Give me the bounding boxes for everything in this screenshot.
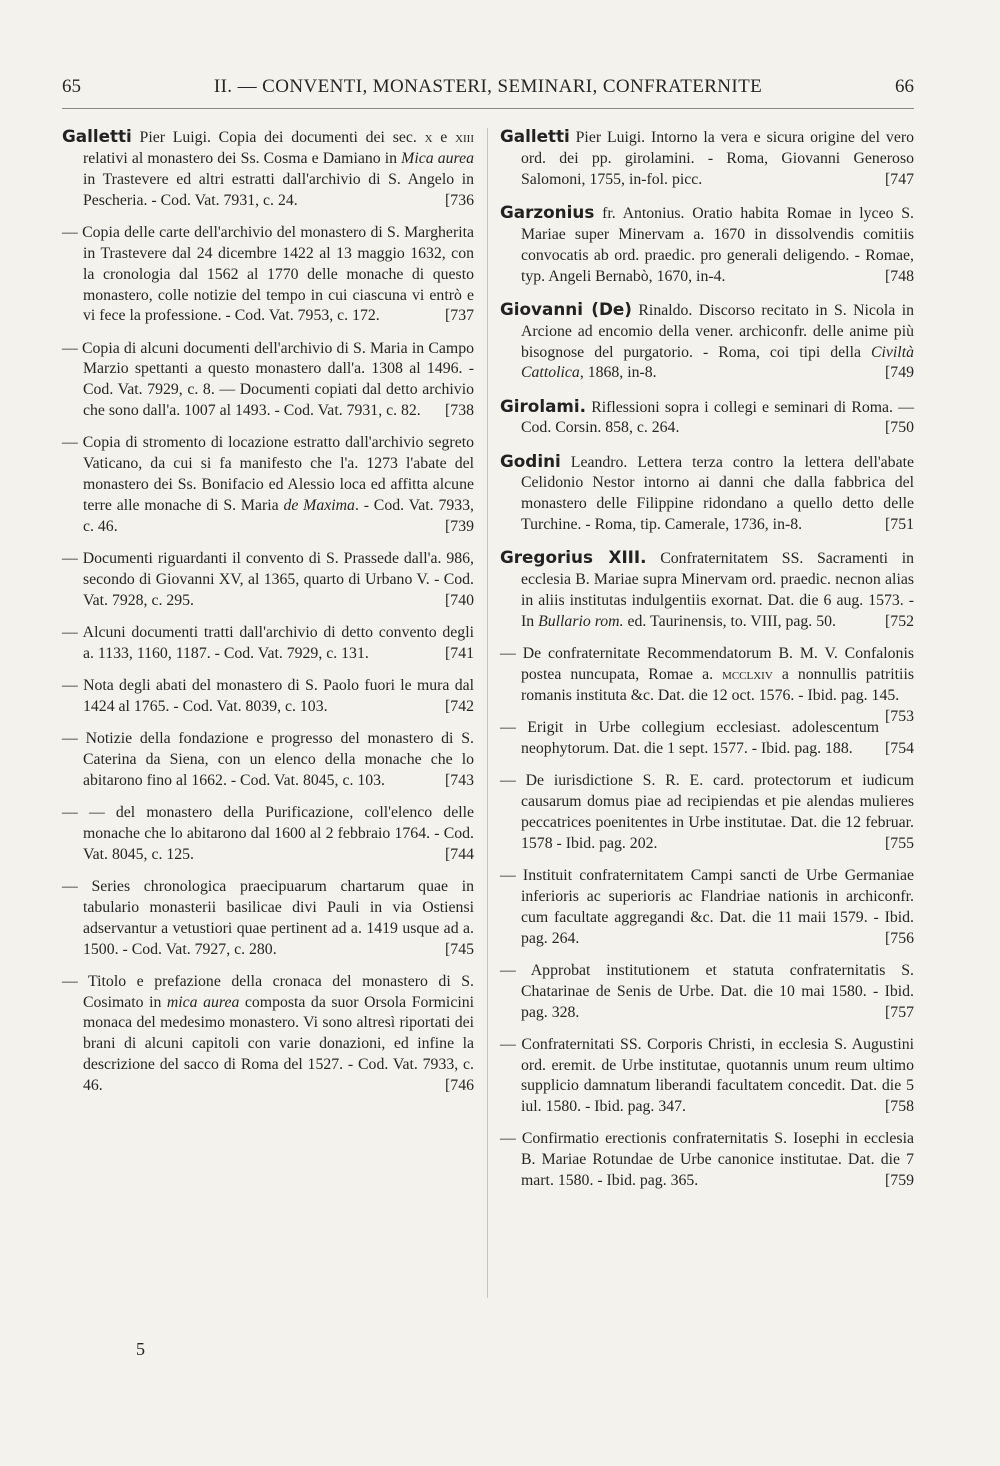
entry-text: — Notizie della fondazione e progresso del monastero di S. Caterina da Siena, con un elenco della monache che lo abitarono fino al 1662. - Cod. Vat. 8045, c. 103. xyxy=(62,729,474,789)
bibliography-entry xyxy=(500,547,914,633)
entry-text: fr. Antonius. Oratio habita Romae in lyceo S. Mariae super Minervam a. 1670 in dissolvendis comitiis convocatis ab ord. praedic. pro generali deligendo. - Romae, typ. Angeli Bernabò, 1670, in-4. xyxy=(521,204,914,285)
entry-headword: Giovanni (De) xyxy=(500,298,632,319)
bibliography-entry xyxy=(62,549,474,612)
entry-number: [751 xyxy=(885,516,914,534)
bibliography-entry xyxy=(500,202,914,288)
entry-number: [759 xyxy=(885,1172,914,1190)
entry-number: [744 xyxy=(445,845,474,863)
entry-italic-title: mica aurea xyxy=(166,993,240,1011)
entry-text: ed. Taurinensis, to. VIII, pag. 50. xyxy=(623,613,836,631)
entry-text: — Approbat institutionem et statuta confraternitatis S. Chatarinae de Senis de Urbe. Dat. die 10 mai 1580. - Ibid. pag. 328. xyxy=(500,961,914,1021)
entry-text: — Copia delle carte dell'archivio del monastero di S. Margherita in Trastevere dal 24 dicembre 1422 al 13 maggio 1632, con la cronologia dal 1562 al 1770 delle monache di questo monastero, colle notizie del tempo in cui ciascuna vi entrò e vi fece la professione. - Cod. Vat. 7953, c. 172. xyxy=(62,223,474,325)
entry-text: Riflessioni sopra i collegi e seminari di Roma. — Cod. Corsin. 858, c. 264. xyxy=(521,398,914,437)
entry-text: — Series chronologica praecipuarum chartarum quae in tabulario monasterii basilicae divi Pauli in via Ostiensi adservantur a vetustiori quae pertinent ad a. 1419 usque ad a. 1500. - Cod. Vat. 7927, c. 280. xyxy=(62,877,474,958)
entry-text: — Instituit confraternitatem Campi sancti de Urbe Germaniae inferioris ac superioris ac Flandriae nationis in archiconfr. cum facultate aggregandi &c. Dat. die 11 maii 1579. - Ibid. pag. 264. xyxy=(500,866,914,947)
entry-number: [749 xyxy=(885,364,914,382)
left-column xyxy=(62,126,474,1108)
entry-number: [740 xyxy=(445,591,474,609)
entry-number: [745 xyxy=(445,940,474,958)
bibliography-entry xyxy=(62,676,474,718)
entry-number: [752 xyxy=(885,613,914,631)
bibliography-entry xyxy=(62,803,474,866)
entry-headword: Galletti xyxy=(62,126,132,146)
entry-text: composta da suor Orsola Formicini monaca del medesimo monastero. Vi sono altresì riportati dei brani di alcuni capitoli con varie donazioni, ed infine la descrizione del sacco di Roma del 1527. - Cod. Vat. 7933, c. 46. xyxy=(83,993,475,1095)
entry-text: — Confirmatio erectionis confraternitatis S. Iosephi in ecclesia B. Mariae Rotundae de Urbe canonice institutae. Dat. die 7 mart. 1580. - Ibid. pag. 365. xyxy=(500,1130,914,1190)
entry-number: [758 xyxy=(885,1098,914,1116)
entry-number: [756 xyxy=(885,929,914,947)
entry-small-caps: mcclxiv xyxy=(722,666,773,684)
right-column xyxy=(500,126,914,1203)
entry-small-caps: x xyxy=(424,129,433,146)
bibliography-entry xyxy=(62,877,474,961)
entry-number: [750 xyxy=(885,419,914,437)
entry-italic-title: Civiltà Cattolica xyxy=(521,343,914,382)
bibliography-entry xyxy=(62,623,474,665)
running-header xyxy=(62,76,914,109)
entry-headword: Godini xyxy=(500,450,561,471)
entry-text: — De confraternitate Recommendatorum B. M. V. Confalonis postea nuncupata, Romae a. xyxy=(500,645,914,684)
entry-text: — — del monastero della Purificazione, coll'elenco delle monache che lo abitarono dal 1600 al 2 febbraio 1764. - Cod. Vat. 8045, c. 125. xyxy=(62,803,474,863)
bibliography-entry xyxy=(62,972,474,1097)
bibliography-entry xyxy=(500,299,914,385)
bibliography-entry xyxy=(500,771,914,855)
entry-text: Leandro. Lettera terza contro la lettera dell'abate Celidonio Nestor intorno ai danni che dalla fabbrica del monastero delle Filippine ridondano a quello detto delle Turchine. - Roma, tip. Camerale, 1736, in-8. xyxy=(521,453,914,534)
entry-number: [736 xyxy=(445,191,474,209)
bibliography-entry xyxy=(62,729,474,792)
page-number-right: 66 xyxy=(895,76,914,97)
column-divider xyxy=(487,128,488,1298)
bibliography-entry xyxy=(62,126,474,212)
bibliography-entry xyxy=(500,644,914,725)
entry-number: [748 xyxy=(885,267,914,285)
entry-number: [747 xyxy=(885,170,914,188)
entry-text: . - Cod. Vat. 7933, c. 46. xyxy=(83,497,474,535)
running-title: II. — CONVENTI, MONASTERI, SEMINARI, CONFRATERNITE xyxy=(213,76,763,97)
entry-text: — Erigit in Urbe collegium ecclesiast. adolescentum neophytorum. Dat. die 1 sept. 1577. - Ibid. pag. 188. xyxy=(500,719,880,757)
entry-number: [739 xyxy=(445,517,474,535)
entry-headword: Galletti xyxy=(500,126,570,146)
entry-headword: Girolami. xyxy=(500,395,587,416)
entry-text: a nonnullis patritiis romanis instituta &c. Dat. die 12 oct. 1576. - Ibid. pag. 145. xyxy=(521,666,914,704)
entry-text: — Nota degli abati del monastero di S. Paolo fuori le mura dal 1424 al 1765. - Cod. Vat. 8039, c. 103. xyxy=(62,676,474,715)
entry-headword: Garzonius xyxy=(500,201,595,222)
page-number-left: 65 xyxy=(62,76,81,97)
bibliography-entry xyxy=(62,223,474,328)
signature-mark: 5 xyxy=(136,1339,145,1359)
entry-number: [737 xyxy=(445,307,474,325)
bibliography-entry xyxy=(500,961,914,1024)
entry-text: — Alcuni documenti tratti dall'archivio di detto convento degli a. 1133, 1160, 1187. - Cod. Vat. 7929, c. 131. xyxy=(62,623,474,662)
entry-text: relativi al monastero dei Ss. Cosma e Damiano in xyxy=(83,149,402,167)
bibliography-entry xyxy=(500,126,914,191)
entry-number: [757 xyxy=(885,1003,914,1021)
entry-headword: Gregorius XIII. xyxy=(500,547,647,568)
entry-number: [755 xyxy=(885,834,914,852)
bibliography-entry xyxy=(500,451,914,537)
entry-text: Pier Luigi. Intorno la vera e sicura origine del vero ord. dei pp. girolamini. - Roma, Giovanni Generoso Salomoni, 1755, in-fol. picc. xyxy=(521,129,914,188)
entry-text: Confraternitatem SS. Sacramenti in ecclesia B. Mariae supra Minervam ord. praedic. necnon alias in aliis institutas indulgentiis exornat. Dat. die 6 aug. 1573. - In xyxy=(521,550,914,631)
bibliography-entry xyxy=(500,866,914,950)
entry-number: [746 xyxy=(445,1077,474,1095)
entry-text: in Trastevere ed altri estratti dall'archivio di S. Angelo in Pescheria. - Cod. Vat. 7931, c. 24. xyxy=(83,170,474,209)
entry-number: [741 xyxy=(445,644,474,662)
entry-text: Pier Luigi. Copia dei documenti dei sec. xyxy=(131,129,425,146)
entry-text: , 1868, in-8. xyxy=(579,364,657,382)
entry-number: [754 xyxy=(885,739,914,757)
entry-number: [743 xyxy=(445,771,474,789)
entry-number: [753 xyxy=(885,707,914,725)
bibliography-entry xyxy=(500,1035,914,1119)
entry-italic-title: Bullario rom. xyxy=(538,613,624,631)
bibliography-entry xyxy=(500,1129,914,1192)
entry-number: [738 xyxy=(445,402,474,420)
bibliography-entry xyxy=(500,396,914,440)
entry-text: — Copia di alcuni documenti dell'archivio di S. Maria in Campo Marzio spettanti a questo monastero dall'a. 1308 al 1496. - Cod. Vat. 7929, c. 8. — Documenti copiati dal detto archivio che sono dall'a. 1007 al 1493. - Cod. Vat. 7931, c. 82. xyxy=(62,339,474,420)
entry-italic-title: Mica aurea xyxy=(401,149,474,167)
entry-text: e xyxy=(432,129,456,146)
entry-italic-title: de Maxima xyxy=(283,497,355,515)
entry-small-caps: xiii xyxy=(455,129,474,146)
entry-text: — Confraternitati SS. Corporis Christi, in ecclesia S. Augustini ord. eremit. de Urbe institutae, quotannis unum reum ultimo supplicio damnatum liberandi facultatem concedit. Dat. die 5 iul. 1580. - Ibid. pag. 347. xyxy=(500,1035,914,1116)
entry-text: Rinaldo. Discorso recitato in S. Nicola in Arcione ad encomio della vener. archiconfr. delle anime più bisognose del purgatorio. - Roma, coi tipi della xyxy=(521,301,914,361)
entry-text: — Titolo e prefazione della cronaca del monastero di S. Cosimato in xyxy=(62,972,474,1011)
entry-text: — Documenti riguardanti il convento di S. Prassede dall'a. 986, secondo di Giovanni XV, al 1365, quarto di Urbano V. - Cod. Vat. 7928, c. 295. xyxy=(62,550,474,609)
bibliography-entry xyxy=(500,718,914,760)
bibliography-entry xyxy=(62,339,474,423)
bibliography-entry xyxy=(62,433,474,538)
entry-number: [742 xyxy=(445,697,474,715)
entry-text: — De iurisdictione S. R. E. card. protectorum et iudicum causarum domus piae ad recipiendas et pie alendas mulieres peccatrices poenitentes in Urbe institutae. Dat. die 12 februar. 1578 - Ibid. pag. 202. xyxy=(500,772,914,852)
entry-text: — Copia di stromento di locazione estratto dall'archivio segreto Vaticano, da cui si fa manifesto che l'a. 1273 l'abate del monastero dei Ss. Bonifacio ed Alessio loca ed affitta alcune terre alle monache di S. Maria xyxy=(62,434,474,515)
